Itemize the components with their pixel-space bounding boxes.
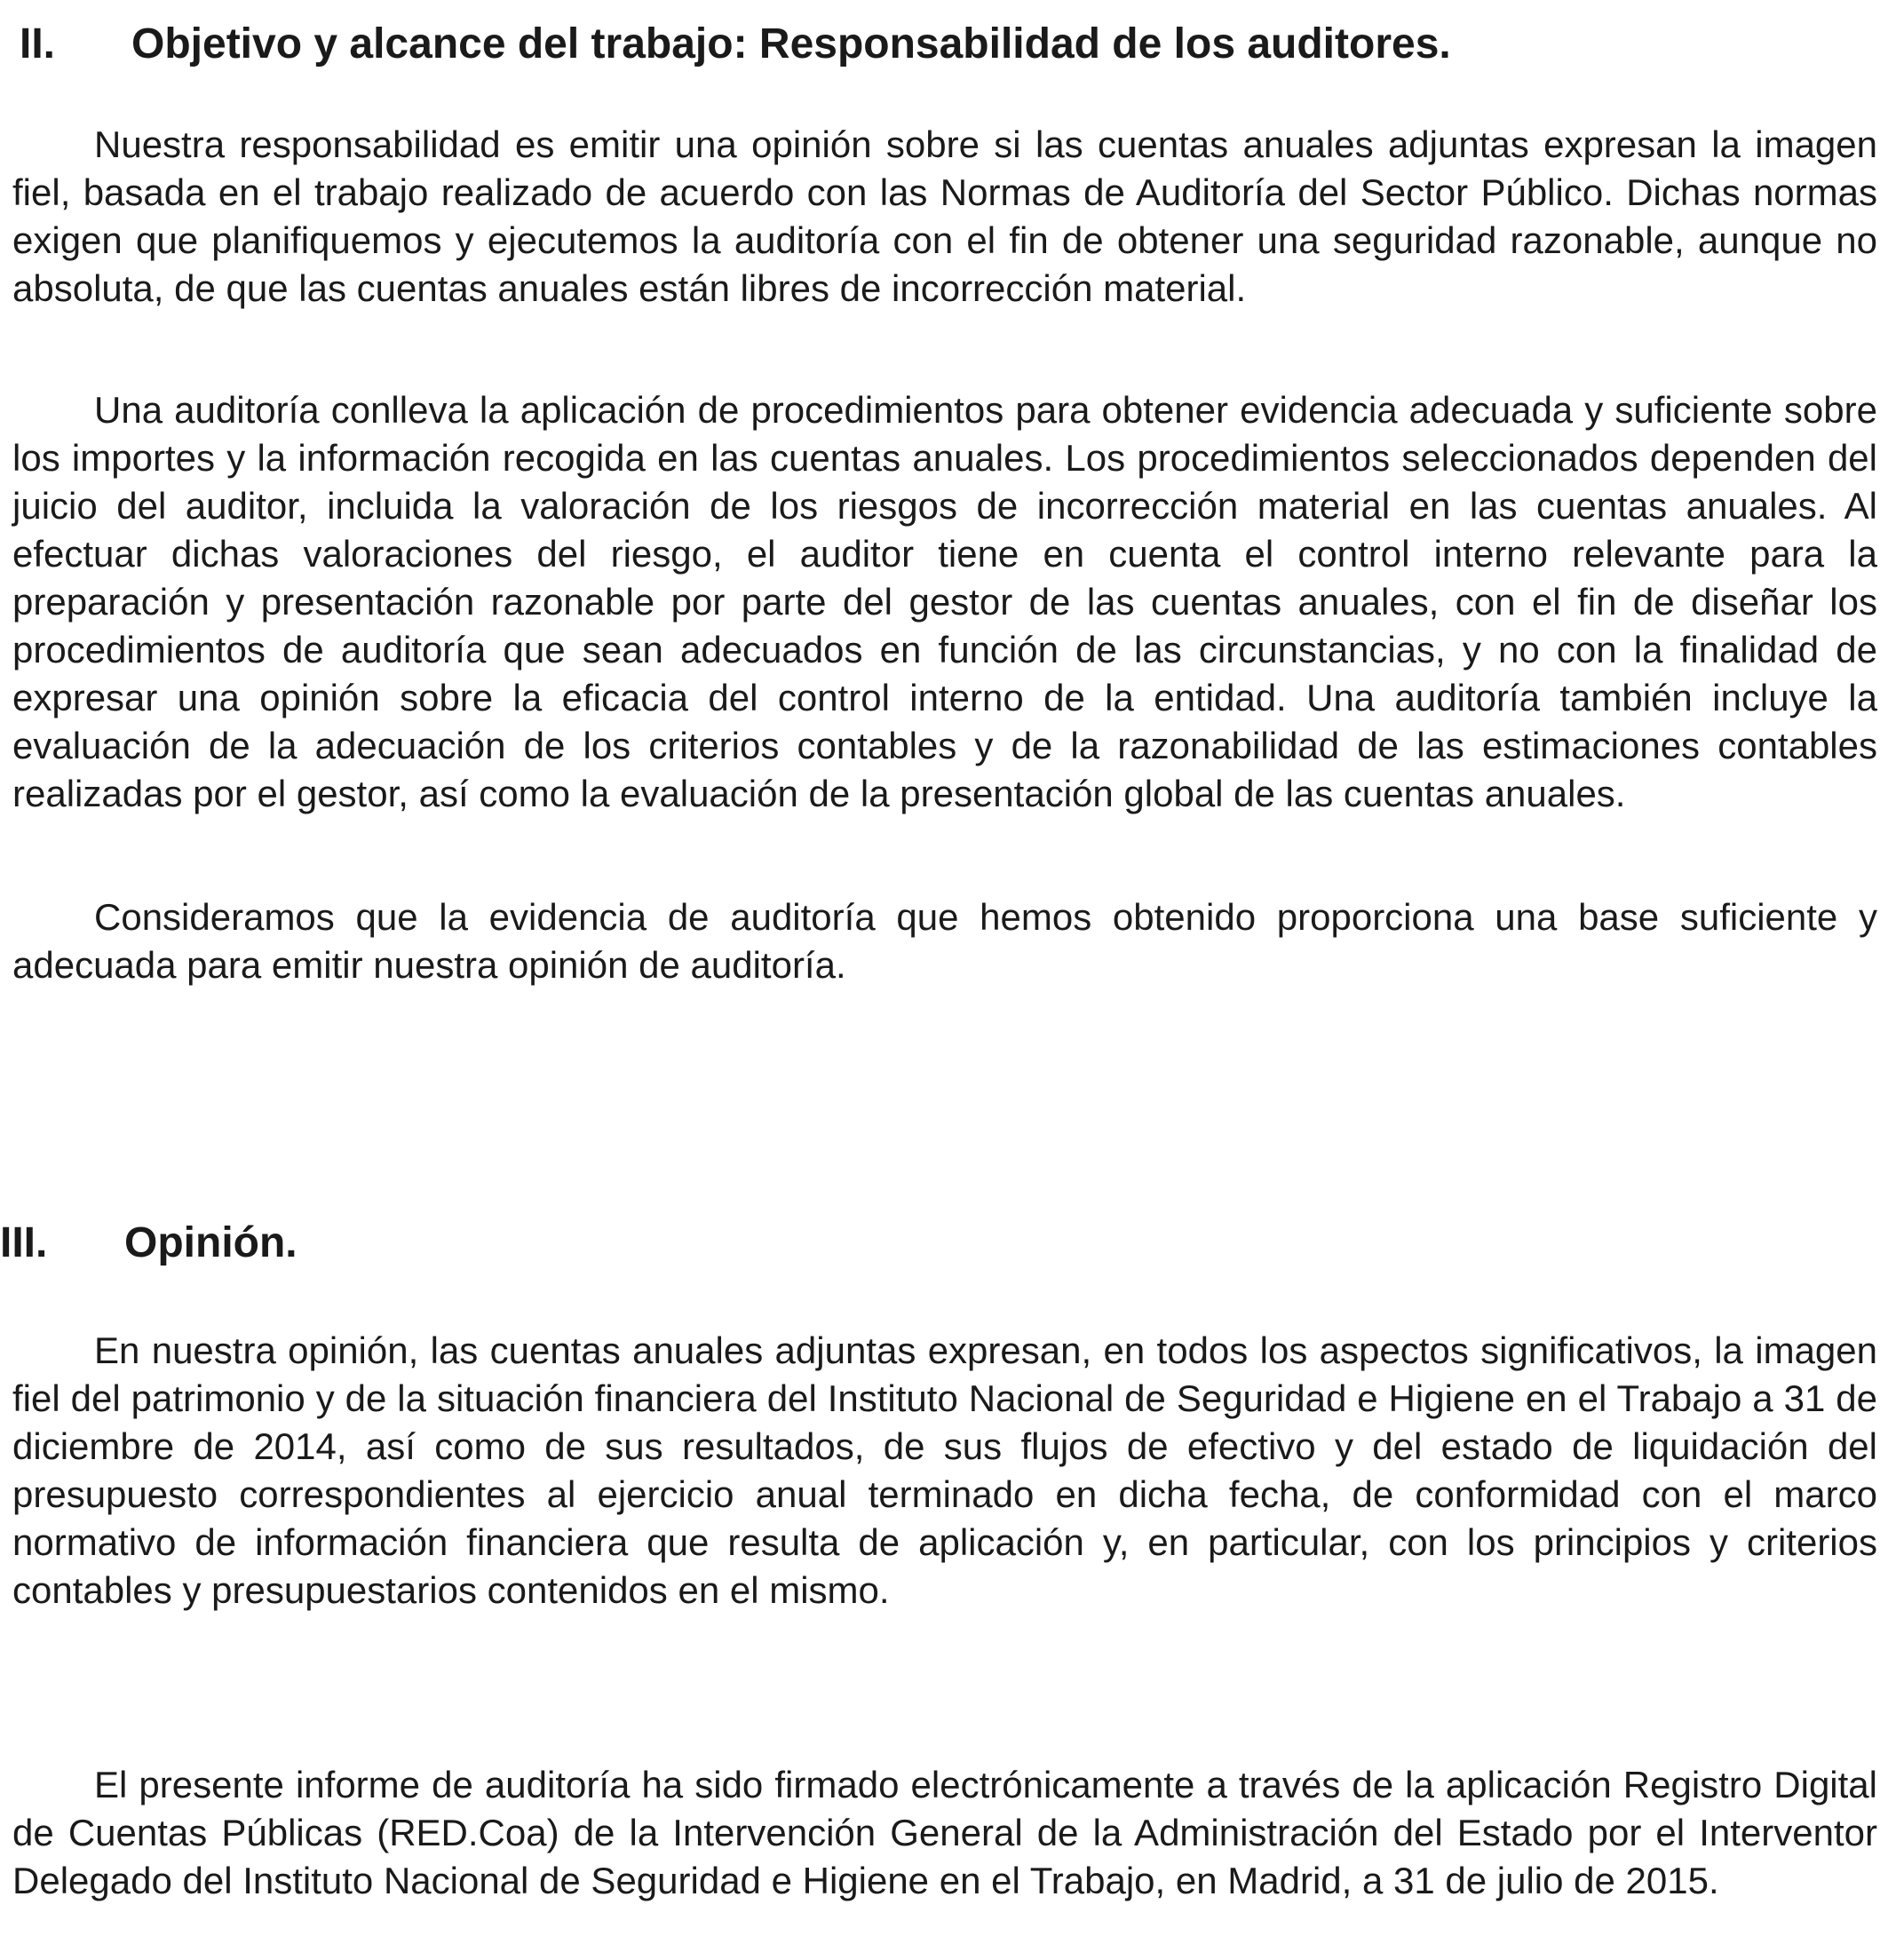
section-3-title: Opinión. bbox=[124, 1219, 297, 1266]
section-3-heading bbox=[0, 1218, 297, 1268]
section-3-paragraph-1: En nuestra opinión, las cuentas anuales adjuntas expresan, en todos los aspectos significativos, la imagen fiel del patrimonio y de la situación financiera del Instituto Nacional de Seguridad e Higiene en el Trabajo a 31 de diciembre de 2014, así como de sus resultados, de sus flujos de efectivo y del estado de liquidación del presupuesto correspondientes al ejercicio anual terminado en dicha fecha, de conformidad con el marco normativo de información financiera que resulta de aplicación y, en particular, con los principios y criterios contables y presupuestarios contenidos en el mismo. bbox=[12, 1329, 1877, 1611]
section-2-title: Objetivo y alcance del trabajo: Responsabilidad de los auditores. bbox=[131, 20, 1451, 67]
section-2-heading bbox=[20, 20, 1451, 69]
section-2-number: II. bbox=[20, 20, 56, 67]
section-2-paragraph-1: Nuestra responsabilidad es emitir una opinión sobre si las cuentas anuales adjuntas expresan la imagen fiel, basada en el trabajo realizado de acuerdo con las Normas de Auditoría del Sector Público. Dichas normas exigen que planifiquemos y ejecutemos la auditoría con el fin de obtener una seguridad razonable, aunque no absoluta, de que las cuentas anuales están libres de incorrección material. bbox=[12, 123, 1877, 309]
section-2-paragraph-3: Consideramos que la evidencia de auditoría que hemos obtenido proporciona una base suficiente y adecuada para emitir nuestra opinión de auditoría. bbox=[12, 896, 1877, 986]
signature-note: El presente informe de auditoría ha sido firmado electrónicamente a través de la aplicación Registro Digital de Cuentas Públicas (RED.Coa) de la Intervención General de la Administración del Estado por el Interventor Delegado del Instituto Nacional de Seguridad e Higiene en el Trabajo, en Madrid, a 31 de julio de 2015. bbox=[12, 1764, 1877, 1901]
section-3-number: III. bbox=[0, 1219, 48, 1266]
section-2-paragraph-2: Una auditoría conlleva la aplicación de procedimientos para obtener evidencia adecuada y suficiente sobre los importes y la información recogida en las cuentas anuales. Los procedimientos seleccionados dependen del juicio del auditor, incluida la valoración de los riesgos de incorrección material en las cuentas anuales. Al efectuar dichas valoraciones del riesgo, el auditor tiene en cuenta el control interno relevante para la preparación y presentación razonable por parte del gestor de las cuentas anuales, con el fin de diseñar los procedimientos de auditoría que sean adecuados en función de las circunstancias, y no con la finalidad de expresar una opinión sobre la eficacia del control interno de la entidad. Una auditoría también incluye la evaluación de la adecuación de los criterios contables y de la razonabilidad de las estimaciones contables realizadas por el gestor, así como la evaluación de la presentación global de las cuentas anuales. bbox=[12, 389, 1877, 814]
